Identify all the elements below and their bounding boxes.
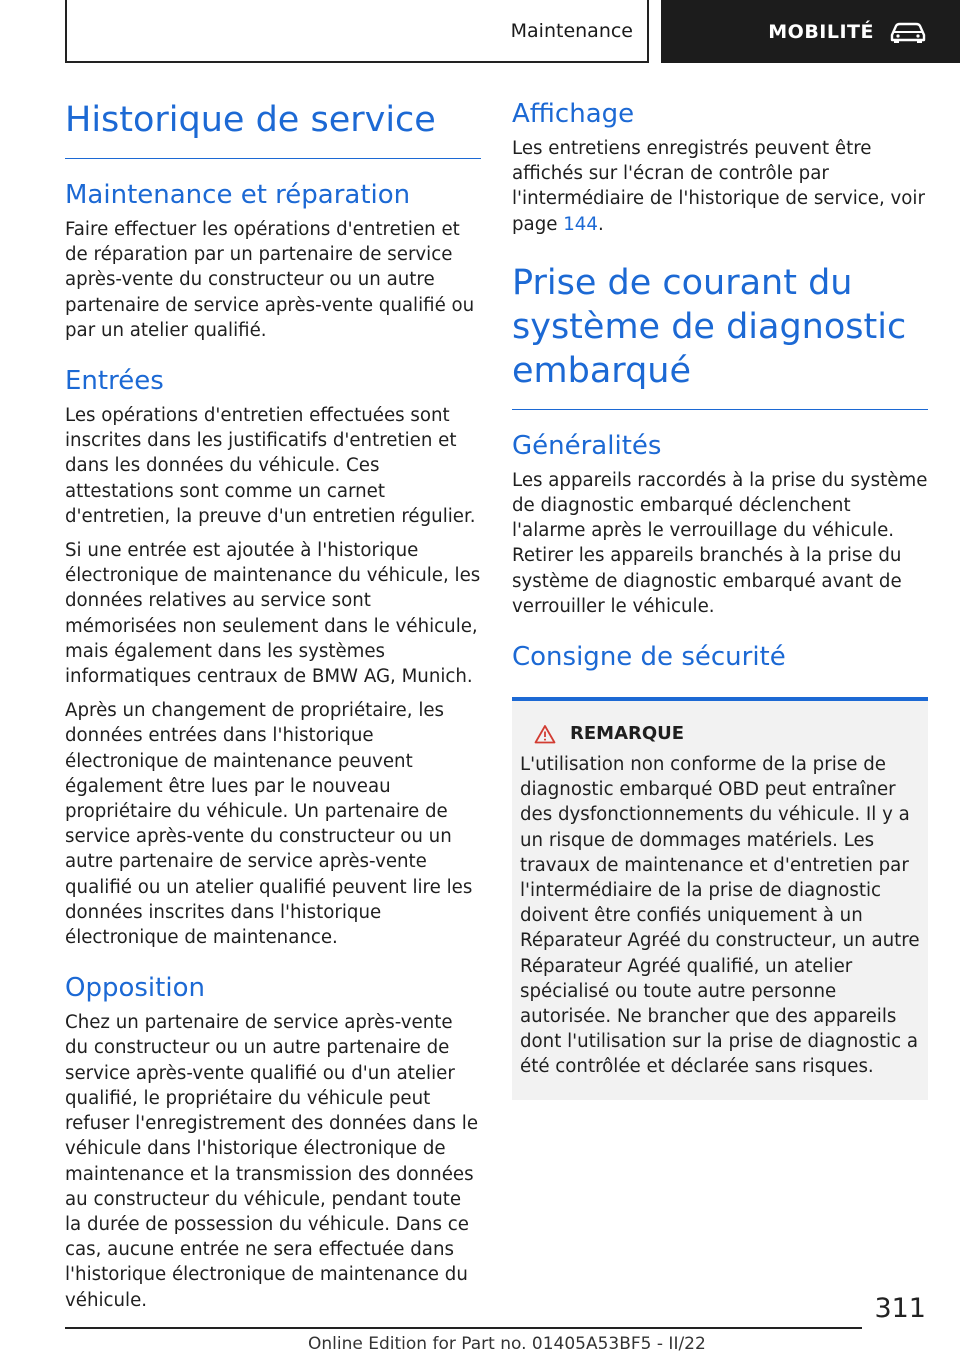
- note-text: L'utilisation non conforme de la prise de diagnostic embarqué OBD peut entraîner des dysfonctionnements du véhicule. Il y a un risque de dommages matériels. Les travaux de maintenance et d'entretien par l'intermédiaire de la prise de diagnostic doivent être confiés uniquement à un Réparateur Agréé du constructeur, un autre Réparateur Agréé qualifié, un atelier spécialisé ou toute autre personne autorisée. Ne brancher que des appareils dont l'utilisation sur la prise de diagnostic a été contrôlée et déclarée sans risques.: [520, 754, 920, 1078]
- note-box: [512, 697, 928, 1100]
- page-title-history: Historique de service: [65, 98, 481, 159]
- text-display-end: .: [597, 213, 604, 235]
- text-maintenance: Faire effectuer les opérations d'entretien et de réparation par un partenaire de service après-vente du constructeur ou un autre partenaire de service après-vente qualifié ou par un atelier qualifié.: [65, 219, 475, 341]
- header-chapter-label: MOBILITÉ: [768, 20, 874, 43]
- heading-general: Généralités: [512, 430, 662, 461]
- text-entries-3: Après un changement de propriétaire, les données entrées dans l'historique électronique de maintenance peuvent également être lues par le nouveau propriétaire du véhicule. Un partenaire de service après-vente du constructeur ou un autre partenaire de service après-vente qualifié ou un atelier qualifié peuvent lire les données inscrites dans l'historique électronique de maintenance.: [65, 700, 473, 949]
- heading-entries: Entrées: [65, 366, 164, 397]
- text-entries-2: Si une entrée est ajoutée à l'historique électronique de maintenance du véhicule, les données relatives au service sont mémorisées non seulement dans le véhicule, mais également dans les systèmes informatiques centraux de BMW AG, Munich.: [65, 540, 481, 688]
- car-icon: [888, 20, 928, 44]
- right-column: [512, 98, 928, 1100]
- text-display-body: Les entretiens enregistrés peuvent être affichés sur l'écran de contrôle par l'intermédiaire de l'historique de service, voir page: [512, 138, 925, 235]
- warning-triangle-icon: [534, 724, 556, 744]
- footer-divider: [65, 1327, 862, 1329]
- page-number: 311: [874, 1293, 926, 1324]
- note-header: [520, 723, 920, 744]
- text-entries-1: Les opérations d'entretien effectuées sont inscrites dans les justificatifs d'entretien et dans les données du véhicule. Ces attestations sont comme un carnet d'entretien, la preuve d'un entretien régulier.: [65, 405, 476, 527]
- heading-opposition: Opposition: [65, 973, 205, 1004]
- text-opposition: Chez un partenaire de service après-vente du constructeur ou un autre partenaire de service après-vente qualifié ou d'un atelier qualifié, le propriétaire du véhicule peut refuser l'enregistrement des données dans le véhicule dans l'historique électronique de maintenance et la transmission des données au constructeur du véhicule, pendant toute la durée de possession du véhicule. Dans ce cas, aucune entrée ne sera effectuée dans l'historique électronique de maintenance du véhicule.: [65, 1012, 479, 1311]
- text-general: Les appareils raccordés à la prise du système de diagnostic embarqué déclenchent l'alarme après le verrouillage du véhicule. Retirer les appareils branchés à la prise du système de diagnostic embarqué avant de verrouiller le véhicule.: [512, 469, 928, 617]
- page-title-obd: Prise de courant du système de diagnostic embarqué: [512, 261, 928, 410]
- text-display: [512, 136, 928, 237]
- header-chapter-box: [661, 0, 960, 63]
- heading-safety: Consigne de sécurité: [512, 642, 786, 673]
- footer-edition: Online Edition for Part no. 01405A53BF5 - II/22: [308, 1334, 706, 1354]
- header-section-box: [65, 0, 649, 63]
- heading-display: Affichage: [512, 99, 635, 129]
- note-label: REMARQUE: [570, 723, 685, 745]
- header-section-label: Maintenance: [510, 19, 633, 42]
- left-column: [65, 98, 481, 1313]
- heading-maintenance: Maintenance et réparation: [65, 180, 411, 210]
- page-link-144[interactable]: 144: [563, 213, 598, 235]
